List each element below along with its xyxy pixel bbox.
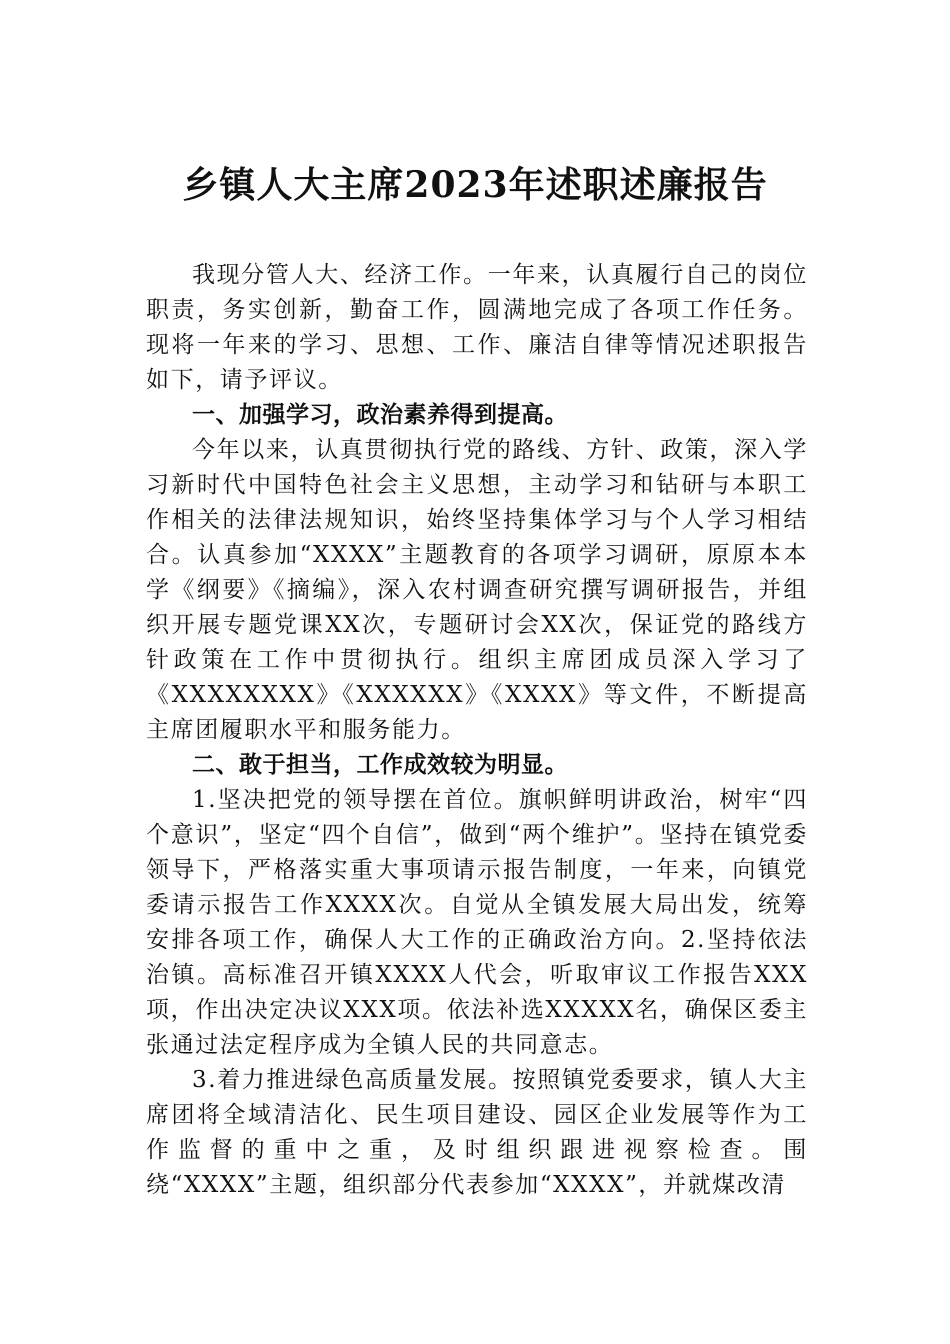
document-title: 乡镇人大主席2023年述职述廉报告 [182, 164, 768, 206]
document-body [146, 258, 808, 1203]
green-development-paragraph: 3.着力推进绿色高质量发展。按照镇党委要求，镇人大主席团将全域清洁化、民生项目建设、园区企业发展等作为工作监督的重中之重，及时组织跟进视察检查。围绕“XXXX”主题，组织部分代表参加“XXXX”，并就煤改清 [146, 1067, 808, 1198]
section-heading-study: 一、加强学习，政治素养得到提高。 [192, 402, 568, 428]
section-heading-responsibility: 二、敢于担当，工作成效较为明显。 [192, 752, 568, 778]
leadership-paragraph: 1.坚决把党的领导摆在首位。旗帜鲜明讲政治，树牢“四个意识”，坚定“四个自信”，做到“两个维护”。坚持在镇党委领导下，严格落实重大事项请示报告制度，一年来，向镇党委请示报告工作XXXX次。自觉从全镇发展大局出发，统筹安排各项工作，确保人大工作的正确政治方向。2.坚持依法治镇。高标准召开镇XXXX人代会，听取审议工作报告XXX项，作出决定决议XXX项。依法补选XXXXX名，确保区委主张通过法定程序成为全镇人民的共同意志。 [146, 787, 808, 1058]
intro-paragraph: 我现分管人大、经济工作。一年来，认真履行自己的岗位职责，务实创新，勤奋工作，圆满地完成了各项工作任务。现将一年来的学习、思想、工作、廉洁自律等情况述职报告如下，请予评议。 [146, 262, 808, 393]
study-paragraph: 今年以来，认真贯彻执行党的路线、方针、政策，深入学习新时代中国特色社会主义思想，主动学习和钻研与本职工作相关的法律法规知识，始终坚持集体学习与个人学习相结合。认真参加“XXXX”主题教育的各项学习调研，原原本本学《纲要》《摘编》，深入农村调查研究撰写调研报告，并组织开展专题党课XX次，专题研讨会XX次，保证党的路线方针政策在工作中贯彻执行。组织主席团成员深入学习了《XXXXXXXX》《XXXXXX》《XXXX》等文件，不断提高主席团履职水平和服务能力。 [146, 437, 808, 743]
